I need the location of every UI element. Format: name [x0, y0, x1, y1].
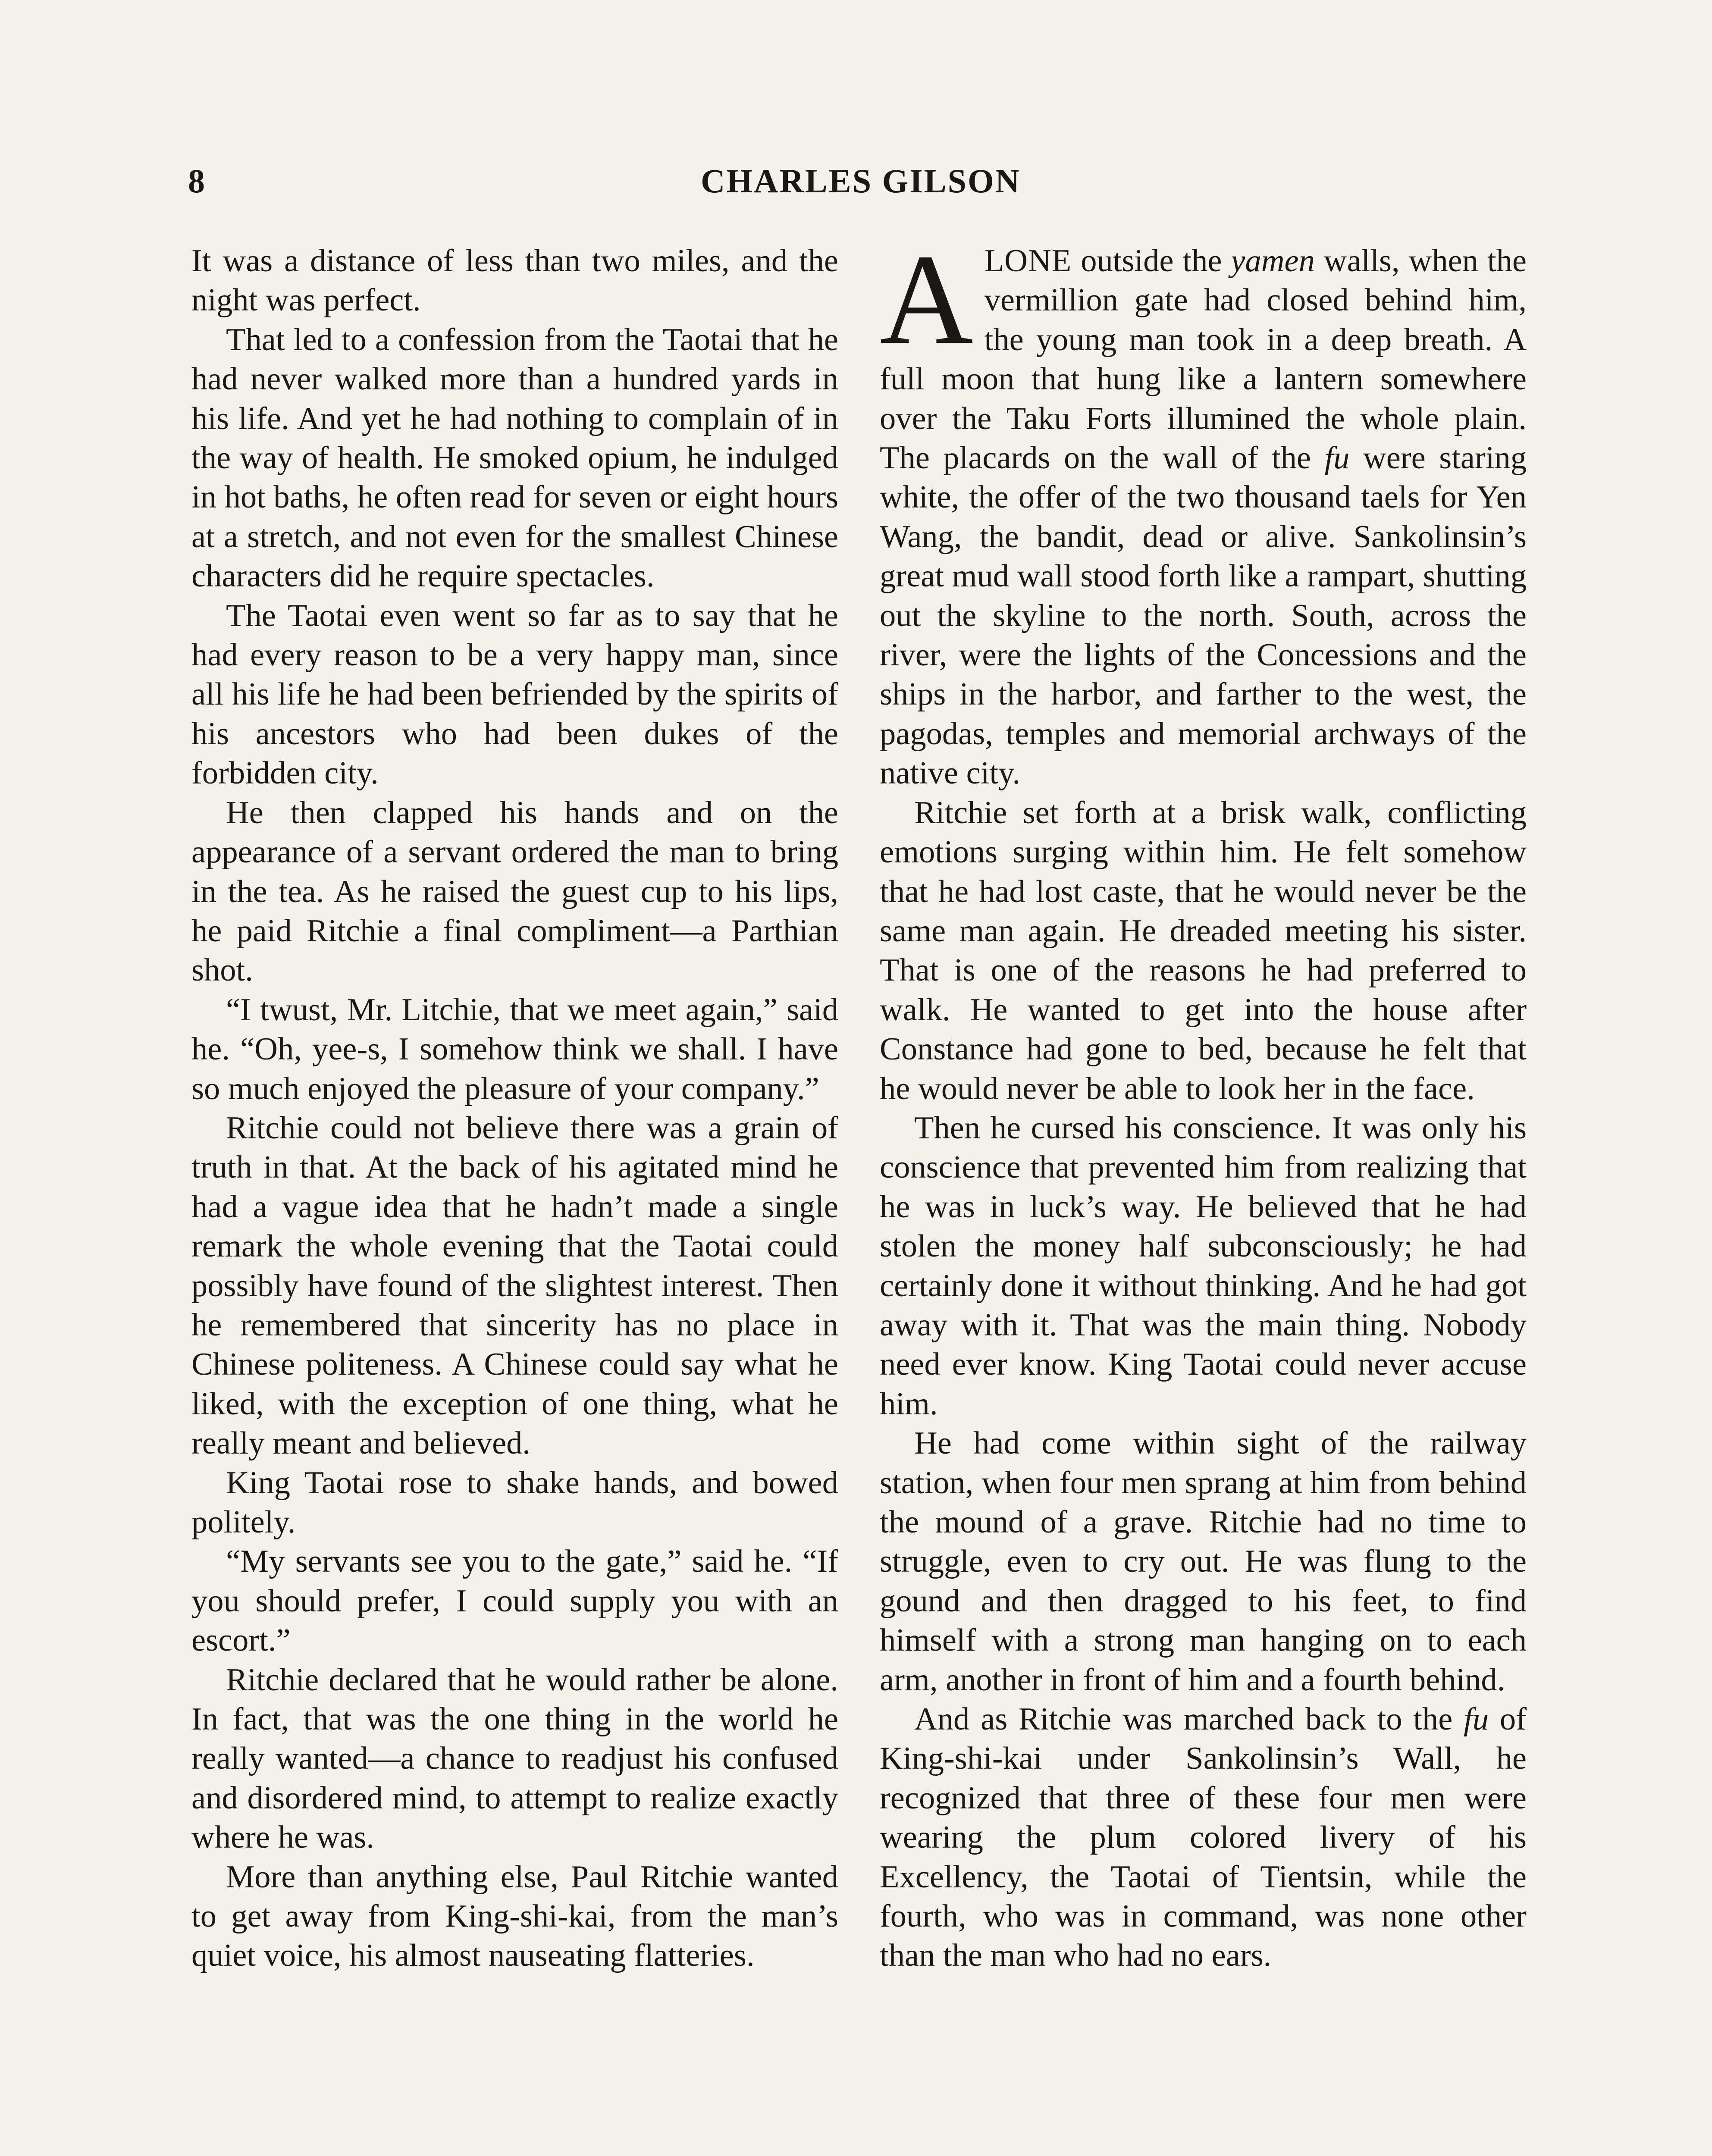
paragraph: He then clapped his hands and on the appearance of a servant ordered the man to bring in the tea. As he raised the guest cup to his lips, he paid Ritchie a final compliment—a Parthian shot. — [191, 795, 838, 988]
paragraph: More than anything else, Paul Ritchie wanted to get away from King-shi-kai, from the man’s quiet voice, his almost nauseating flatteries. — [191, 1859, 838, 1974]
section-opening-paragraph — [880, 228, 1527, 793]
paragraph — [880, 1700, 1527, 1976]
italic-word: fu — [1464, 1702, 1489, 1737]
paragraph: Ritchie could not believe there was a grain of truth in that. At the back of his agitated mind he had a vague idea that he hadn’t made a single remark the whole evening that the Taotai could possibly have found of the slightest interest. Then he remembered that sincerity has no place in Chinese politeness. A Chinese could say what he liked, with the exception of one thing, what he really meant and believed. — [191, 1110, 838, 1461]
text-run: walls, when the vermillion gate had closed behind him, the young man took in a deep breath. A full moon that hung like a lantern somewhere over the Taku Forts illumined the whole plain. The placards on the wall of the — [880, 243, 1527, 476]
text-run: were staring white, the offer of the two thousand taels for Yen Wang, the bandit, dead or alive. Sankolinsin’s great mud wall stood forth like a rampart, shutting out the skyline to the north. South, across the river, were the lights of the Concessions and the ships in the harbor, and farther to the west, the pagodas, temples and memorial archways of the native city. — [880, 440, 1527, 791]
left-column — [191, 241, 838, 1976]
text-run: And as Ritchie was marched back to the — [914, 1702, 1464, 1737]
paragraph: “My servants see you to the gate,” said he. “If you should prefer, I could supply you with an escort.” — [191, 1544, 838, 1658]
page-header — [188, 155, 1533, 207]
page-number: 8 — [188, 162, 205, 200]
paragraph: Ritchie declared that he would rather be alone. In fact, that was the one thing in the world he really wanted—a chance to readjust his confused and disordered mind, to attempt to realize exactly where he was. — [191, 1662, 838, 1855]
italic-word: fu — [1324, 440, 1350, 476]
lead-in-caps: LONE — [984, 243, 1072, 279]
paragraph: It was a distance of less than two miles, and the night was perfect. — [191, 243, 838, 318]
paragraph: He had come within sight of the railway station, when four men sprang at him from behind the mound of a grave. Ritchie had no time to struggle, even to cry out. He was flung to the gound and then dragged to his feet, to find himself with a strong man hanging on to each arm, another in front of him and a fourth behind. — [880, 1426, 1527, 1698]
drop-cap: A — [880, 228, 973, 371]
text-run: outside the — [1072, 243, 1231, 279]
text-run: of King-shi-kai under Sankolinsin’s Wall, he recognized that three of these four men were wearing the plum colored livery of his Excellency, the Taotai of Tientsin, while the fourth, who was in command, was none other than the man who had no ears. — [880, 1702, 1527, 1974]
running-head: CHARLES GILSON — [700, 162, 1021, 200]
paragraph: “I twust, Mr. Litchie, that we meet again,” said he. “Oh, yee-s, I somehow think we shall. I have so much enjoyed the pleasure of your company.” — [191, 992, 838, 1106]
paragraph: That led to a confession from the Taotai that he had never walked more than a hundred yards in his life. And yet he had nothing to complain of in the way of health. He smoked opium, he indulged in hot baths, he often read for seven or eight hours at a stretch, and not even for the smallest Chinese characters did he require spectacles. — [191, 322, 838, 594]
paragraph: Ritchie set forth at a brisk walk, conflicting emotions surging within him. He felt somehow that he had lost caste, that he would never be the same man again. He dreaded meeting his sister. That is one of the reasons he had preferred to walk. He wanted to get into the house after Constance had gone to bed, because he felt that he would never be able to look her in the face. — [880, 795, 1527, 1106]
paragraph: The Taotai even went so far as to say that he had every reason to be a very happy man, since all his life he had been befriended by the spirits of his ancestors who had been dukes of the forbidden city. — [191, 598, 838, 791]
paragraph: Then he cursed his conscience. It was only his conscience that prevented him from realizing that he was in luck’s way. He believed that he had stolen the money half subconsciously; he had certainly done it without thinking. And he had got away with it. That was the main thing. Nobody need ever know. King Taotai could never accuse him. — [880, 1110, 1527, 1422]
right-column — [880, 228, 1527, 1976]
paragraph: King Taotai rose to shake hands, and bowed politely. — [191, 1465, 838, 1540]
italic-word: yamen — [1231, 243, 1315, 279]
